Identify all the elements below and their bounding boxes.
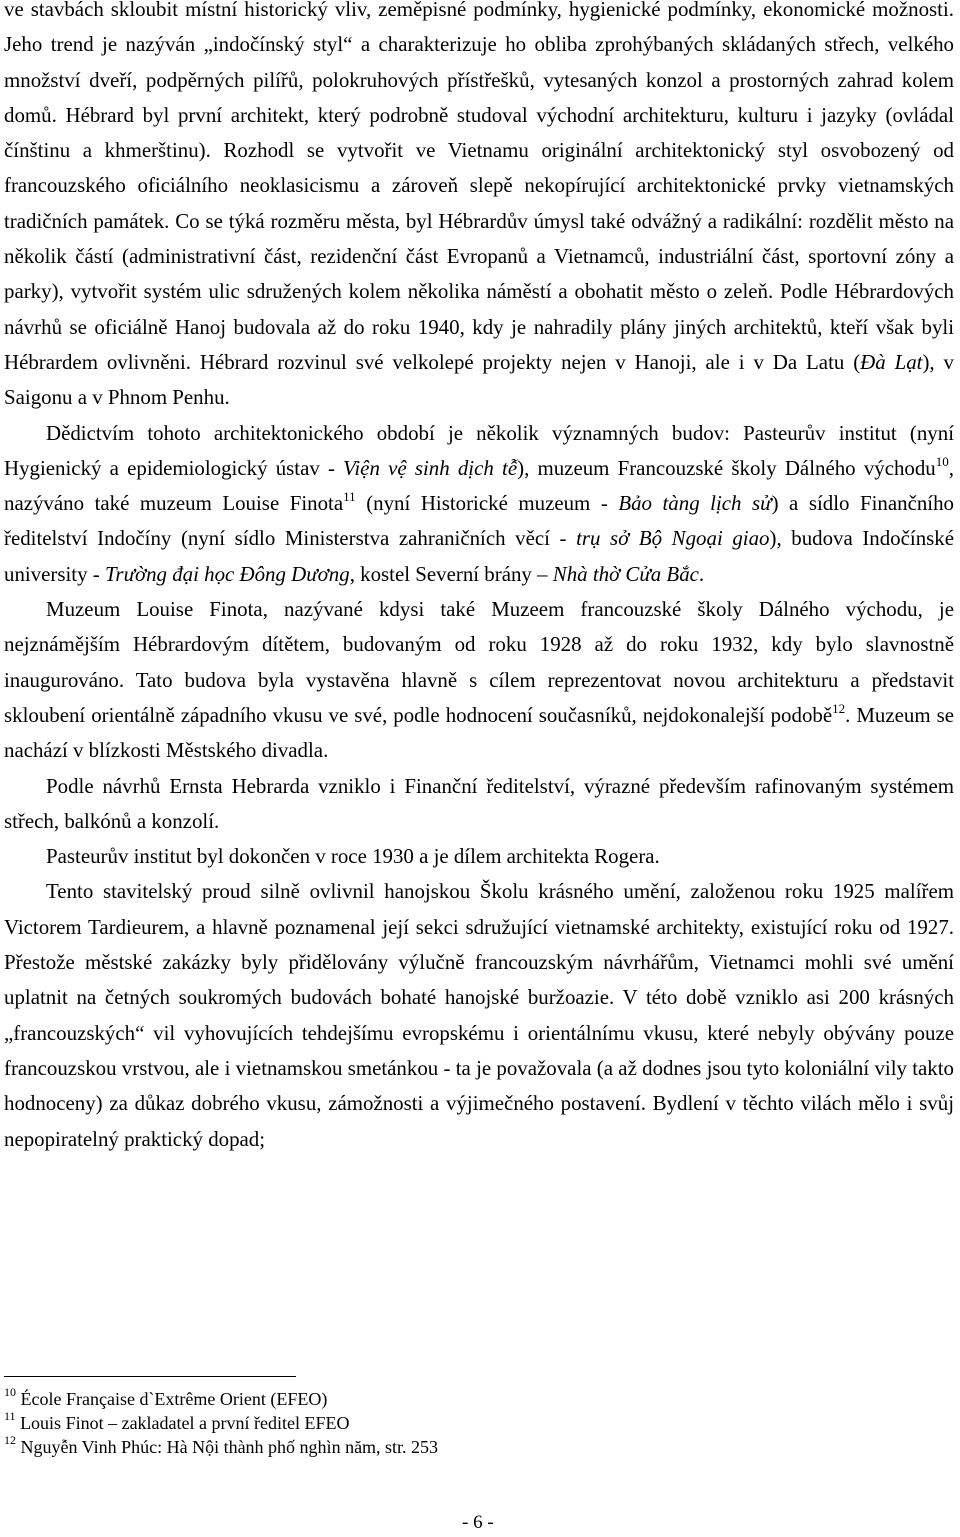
- italic-term: Trường đại học Đông Dương: [104, 561, 350, 586]
- document-page: [4, 0, 954, 1537]
- body-text: [4, 0, 954, 1157]
- footnotes: [4, 1387, 954, 1459]
- paragraph-5: Pasteurův institut byl dokončen v roce 1930 a je dílem architekta Rogera.: [46, 844, 660, 869]
- italic-term: Nhà thờ Cửa Bắc: [552, 561, 699, 586]
- footnote-ref-11: 11: [343, 489, 356, 505]
- footnote-11: $^{11}$ Louis Finot – zakladatel a první ředitel EFEO: [4, 1409, 350, 1433]
- italic-term: Viện vệ sinh dịch tễ: [343, 455, 518, 480]
- paragraph-3: Muzeum Louise Finota, nazývané kdysi také Muzeem francouzské školy Dálného východu, je nejznámějším Hébrardovým dítětem, budovaným od roku 1928 až do roku 1932, kdy bylo slavnostně inaugurováno. Tato budova byla vystavěna hlavně s cílem reprezentovat novou architekturu a představit skloubení orientálně západního vkusu ve své, podle hodnocení současníků, nejdokonalejší podobě$^{12}$. Muzeum se nachází v blízkosti Městského divadla.: [4, 597, 954, 763]
- paragraph-2: Dědictvím tohoto architektonického období je několik významných budov: Pasteurův institut (nyní Hygienický a epidemiologický ústav - Viện vệ sinh dịch tễ), muzeum Francouzské školy Dálného východu$^{10}$, nazýváno také muzeum Louise Finota$^{11}$ (nyní Historické muzeum - Bảo tàng lịch sử) a sídlo Finančního ředitelství Indočíny (nyní sídlo Ministerstva zahraničních věcí - trụ sở Bộ Ngoại giao), budova Indočínské university - Trường đại học Đông Dương, kostel Severní brány – Nhà thờ Cửa Bắc.: [4, 420, 955, 586]
- paragraph-6: Tento stavitelský proud silně ovlivnil hanojskou Školu krásného umění, založenou roku 1925 malířem Victorem Tardieurem, a hlavně poznamenal její sekci sdružující vietnamské architekty, existující roku od 1927. Přestože městské zakázky byly přidělovány výlučně francouzským návrhářům, Vietnamci mohli své umění uplatnit na četných soukromých budovách bohaté hanojské buržoazie. V této době vzniklo asi 200 krásných „francouzských“ vil vyhovujících tehdejšímu evropskému i orientálnímu vkusu, které nebyly obývány pouze francouzskou vrstvou, ale i vietnamskou smetánkou - ta je považovala (a až dodnes jsou tyto koloniální vily takto hodnoceny) za důkaz dobrého vkusu, zámožnosti a výjimečného postavení. Bydlení v těchto vilách mělo i svůj nepopiratelný praktický dopad;: [4, 879, 954, 1151]
- footnote-ref-10: 10: [935, 453, 949, 469]
- italic-term: trụ sở Bộ Ngoại giao: [576, 526, 770, 551]
- paragraph-1: ve stavbách skloubit místní historický vliv, zeměpisné podmínky, hygienické podmínky, ekonomické možnosti. Jeho trend je nazýván „indočínský styl“ a charakterizuje ho obliba zprohýbaných skládaných střech, velkého množství dveří, podpěrných pilířů, polokruhových přístřešků, vytesaných konzol a prostorných zahrad kolem domů. Hébrard byl první architekt, který podrobně studoval východní architekturu, kulturu i jazyky (ovládal čínštinu a khmerštinu). Rozhodl se vytvořit ve Vietnamu originální architektonický styl osvobozený od francouzského oficiálního neoklasicismu a zároveň slepě nekopírující architektonické prvky vietnamských tradičních památek. Co se týká rozměru města, byl Hébrardův úmysl také odvážný a radikální: rozdělit město na několik částí (administrativní část, rezidenční část Evropanů a Vietnamců, industriální část, sportovní zóny a parky), vytvořit systém ulic sdružených kolem několika náměstí a obohatit město o zeleň. Podle Hébrardových návrhů se oficiálně Hanoj budovala až do roku 1940, kdy je nahradily plány jiných architektů, kteří však byli Hébrardem ovlivněni. Hébrard rozvinul své velkolepé projekty nejen v Hanoji, ale i v Da Latu (Đà Lạt), v Saigonu a v Phnom Penhu.: [4, 0, 954, 410]
- italic-term: Bảo tàng lịch sử: [618, 491, 772, 516]
- footnote-12: $^{12}$ Nguyễn Vinh Phúc: Hà Nội thành phố nghìn năm, str. 253: [4, 1433, 439, 1457]
- italic-term: Đà Lạt: [860, 349, 923, 374]
- page-number: - 6 -: [462, 1512, 494, 1533]
- footnote-10: $^{10}$ École Française d`Extrême Orient (EFEO): [4, 1385, 328, 1409]
- footnote-separator: [4, 1376, 296, 1377]
- footnote-ref-12: 12: [832, 700, 846, 716]
- paragraph-4: Podle návrhů Ernsta Hebrarda vzniklo i Finanční ředitelství, výrazné především rafinovaným systémem střech, balkónů a konzolí.: [4, 773, 954, 833]
